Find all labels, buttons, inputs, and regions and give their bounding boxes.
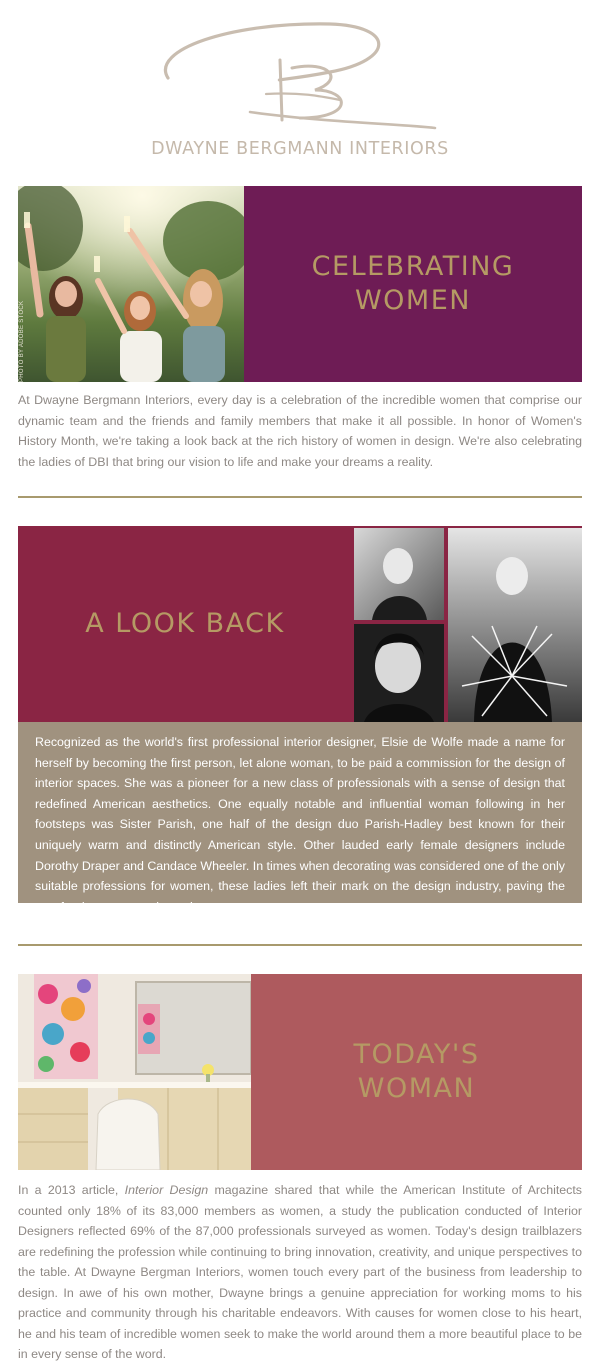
todays-woman-banner bbox=[18, 974, 582, 1170]
look-back-text-box: Recognized as the world's first professional interior designer, Elsie de Wolfe made a name for herself by becoming the first person, let alone woman, to be paid a commission for the design of interior spaces. She was a pioneer for a new class of professionals with a sense of design that redefined American aesthetics. One equally notable and influential woman following in her footsteps was Sister Parish, one half of the design duo Parish-Hadley best known for their uniquely warm and distinctly American style. Other lauded early female designers include Dorothy Draper and Candace Wheeler. In times when decorating was considered one of the only suitable professions for women, these ladies left their mark on the design industry, paving the way for the one we enjoy today. bbox=[18, 722, 582, 903]
celebrating-women-title bbox=[312, 250, 515, 318]
title-line-2: WOMAN bbox=[357, 1073, 476, 1104]
vanity-interior-photo bbox=[18, 974, 251, 1170]
celebrating-women-panel bbox=[244, 186, 582, 382]
magazine-name: Interior Design bbox=[124, 1183, 209, 1197]
title-line-2: WOMEN bbox=[354, 285, 471, 316]
todays-woman-paragraph bbox=[18, 1180, 582, 1363]
section-divider-1 bbox=[18, 496, 582, 498]
photo-credit: PHOTO BY ADOBE STOCK bbox=[19, 300, 25, 382]
todays-woman-title bbox=[354, 1038, 480, 1106]
brand-logo[interactable] bbox=[0, 0, 600, 175]
paragraph-rest: magazine shared that while the American Institute of Architects counted only 18% of its 83,000 members as women, a study the publication conducted of Interior Designers reflected 69% of the 87,000 professionals surveyed as women. Today's design trailblazers are redefining the profession while continuing to bring innovation, creativity, and unique perspectives to the table. At Dwayne Bergman Interiors, women touch every part of the business from leadership to design. In awe of his own mother, Dwayne brings a genuine appreciation for working moms to his practice and community through his charitable endeavors. With causes for women close to his heart, he and his team of incredible women seek to make the world around them a more beautiful place to be in every sense of the word. bbox=[18, 1183, 582, 1361]
todays-woman-panel bbox=[251, 974, 582, 1170]
women-celebrating-photo bbox=[18, 186, 244, 382]
paragraph-lead: In a 2013 article, bbox=[18, 1183, 125, 1197]
title-line-1: TODAY'S bbox=[353, 1039, 480, 1071]
section-divider-2 bbox=[18, 944, 582, 946]
look-back-panel bbox=[18, 526, 352, 722]
celebrating-women-banner bbox=[18, 186, 582, 382]
historical-designers-photo bbox=[352, 526, 582, 722]
celebrating-women-paragraph: At Dwayne Bergmann Interiors, every day is a celebration of the incredible women that comprise our dynamic team and the friends and family members that make it all possible. In honor of Women's History Month, we're taking a look back at the rich history of women in design. We're also celebrating the ladies of DBI that bring our vision to life and make your dreams a reality. bbox=[18, 393, 582, 469]
title-line-1: CELEBRATING bbox=[311, 251, 515, 283]
brand-name: DWAYNE BERGMANN INTERIORS bbox=[151, 139, 449, 159]
look-back-banner bbox=[18, 526, 582, 722]
look-back-title: A LOOK BACK bbox=[85, 608, 285, 640]
logo-monogram-icon bbox=[0, 0, 600, 140]
